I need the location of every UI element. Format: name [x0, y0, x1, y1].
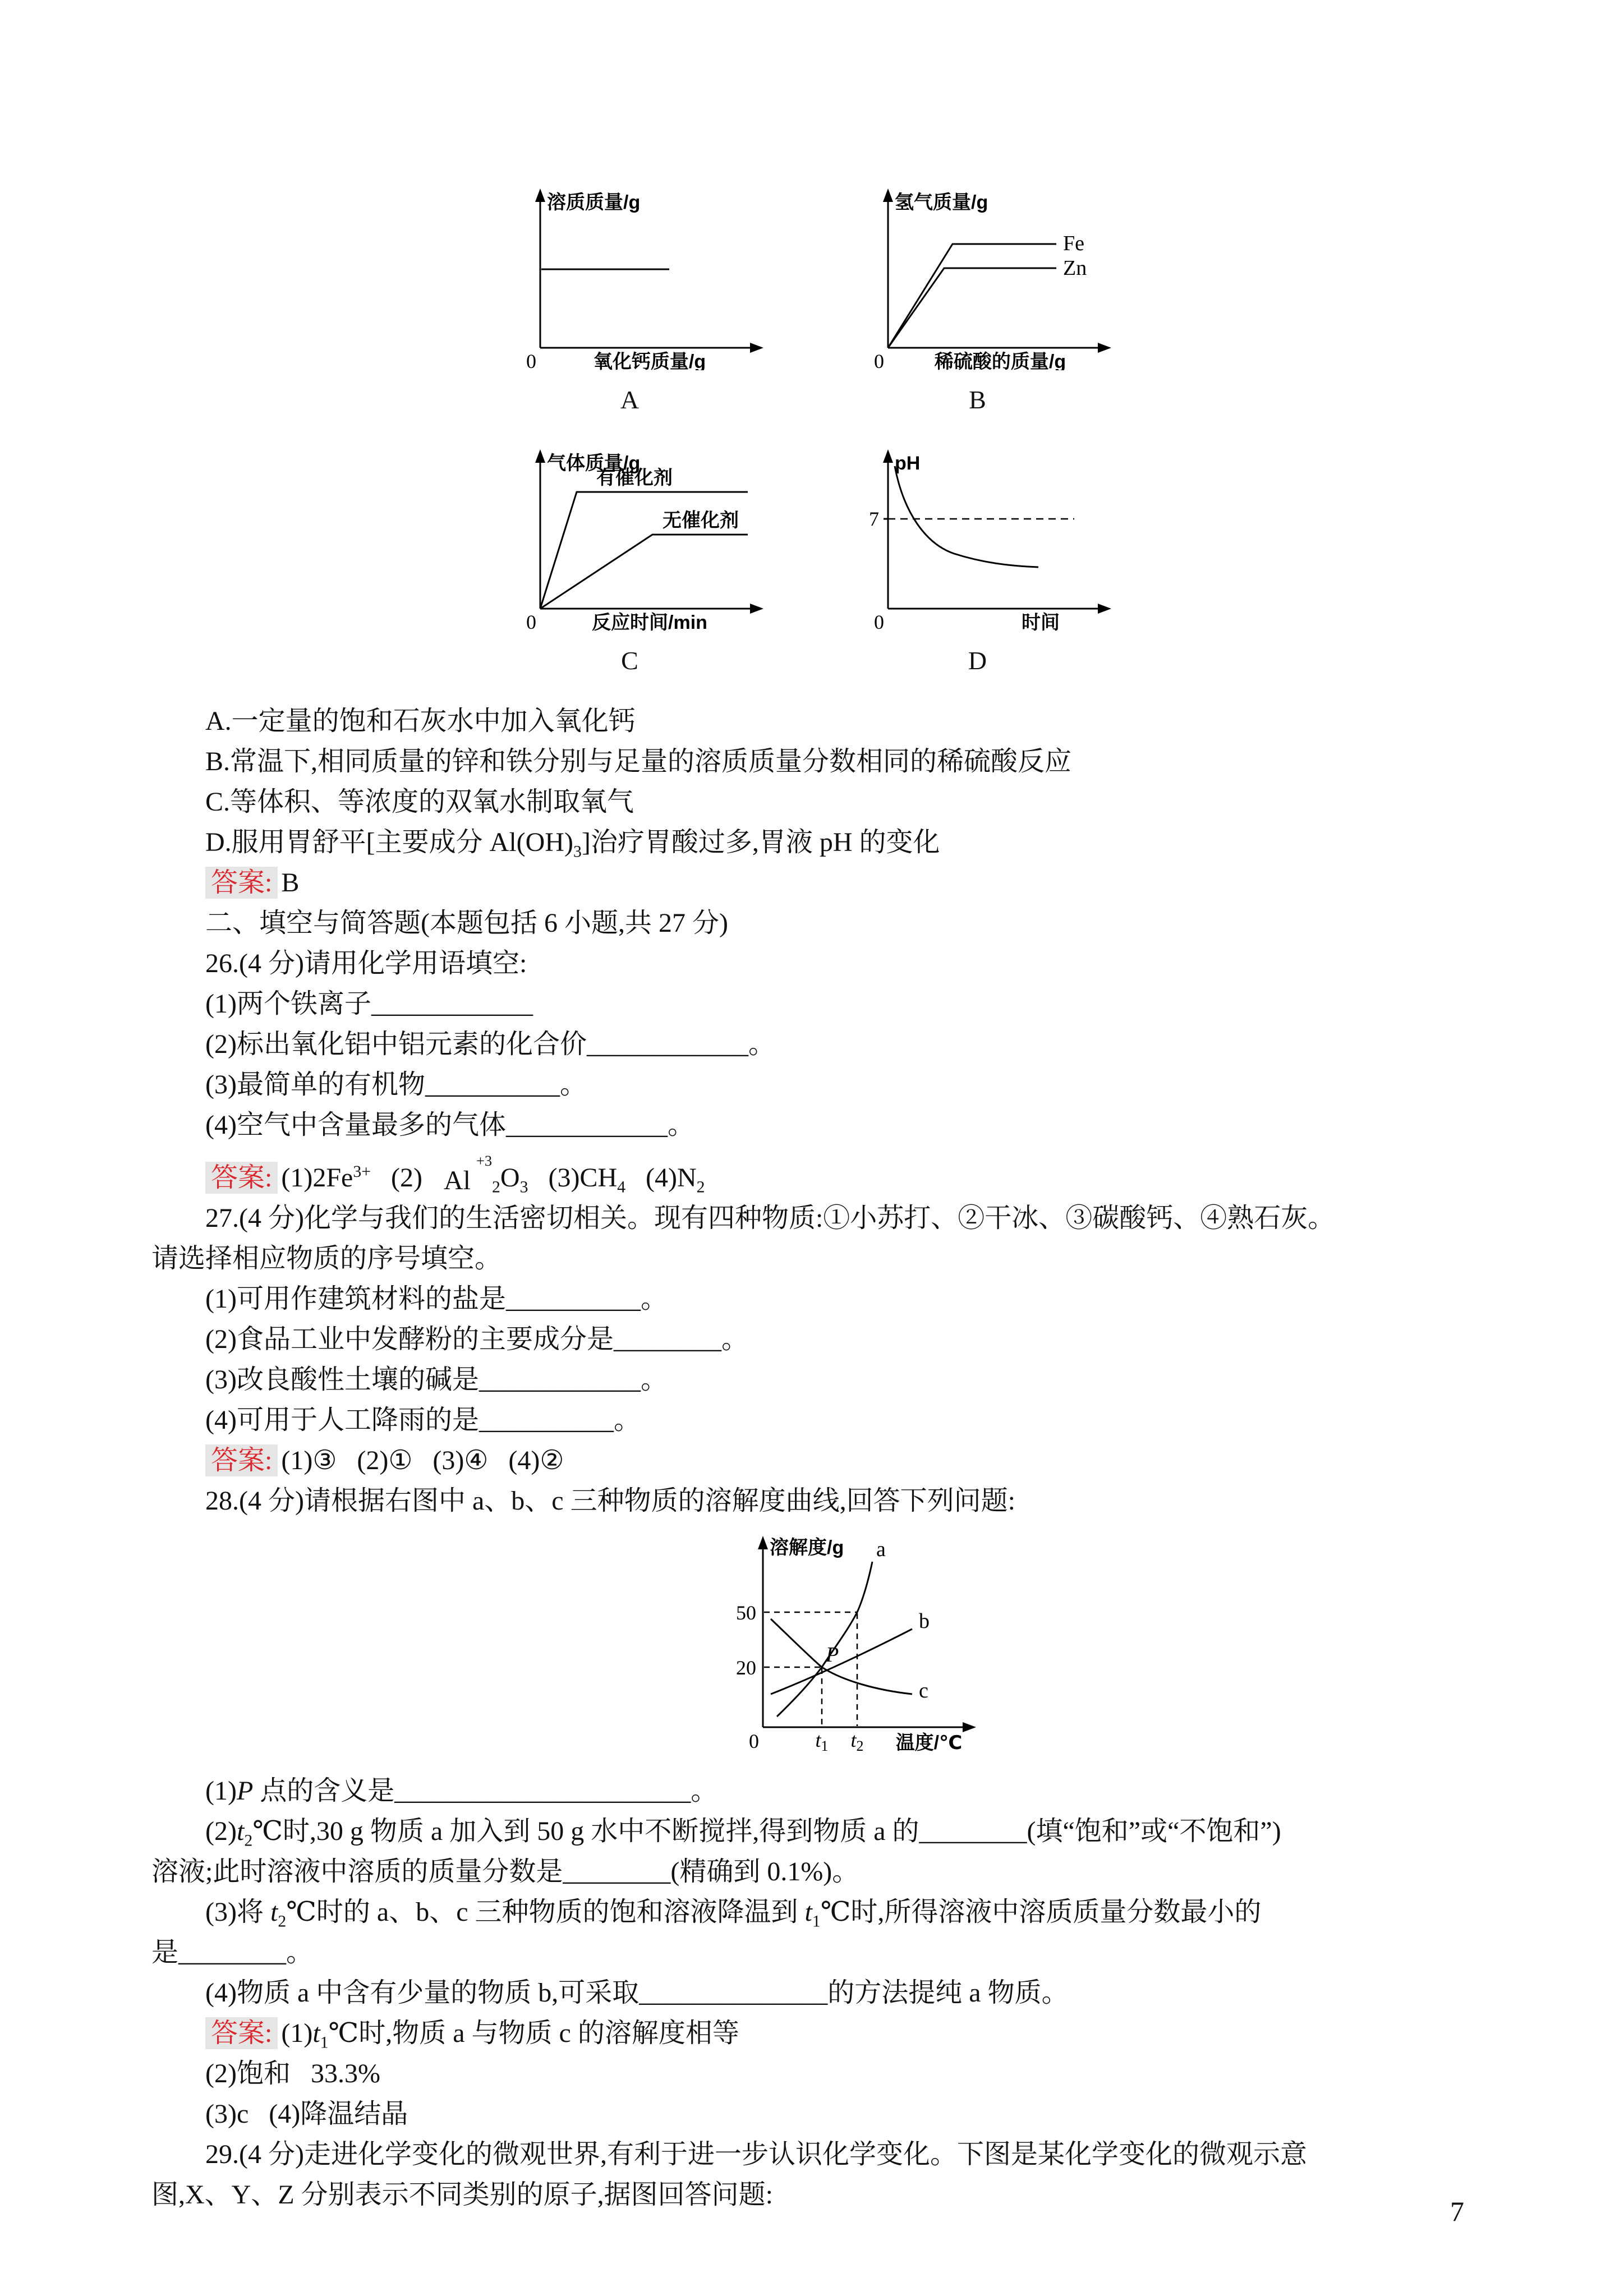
q28-answer-line-3: (3)c (4)降温结晶 [205, 2099, 408, 2129]
q28-item-1: (1)P 点的含义是______________________。 [205, 1775, 718, 1806]
x-axis-arrow-icon [750, 343, 763, 353]
figure-d-ylabel: pH [894, 453, 920, 474]
series-nocatalyst-line [540, 535, 748, 609]
figure-a-xlabel: 氧化钙质量/g [593, 351, 706, 370]
figure-d-letter: D [968, 646, 987, 675]
point-p-label: P [826, 1642, 839, 1667]
q28-answer-value-1: $(1)t_1℃$时,物质 a 与物质 c 的溶解度相等 [281, 2018, 739, 2052]
figure-b [821, 180, 1135, 418]
figure-d-plot [832, 440, 1124, 631]
y-axis-arrow-icon [883, 188, 893, 202]
q27-answer-value: (1)③ (2)① (3)④ (4)② [281, 1445, 564, 1475]
page-number: 7 [1450, 2196, 1464, 2227]
answer-label: 答案: [205, 1444, 278, 1476]
figure-b-ylabel: 氢气质量/g [894, 192, 988, 213]
q29-stem: 29.(4 分)走进化学变化的微观世界,有利于进一步认识化学变化。下图是某化学变化的微观示意 图,X、Y、Z 分别表示不同类别的原子,据图回答问题: [151, 2139, 1307, 2210]
figure-a-plot [484, 180, 776, 370]
xtick-t1: t1 [815, 1728, 829, 1752]
figure-c-series1-label: 有催化剂 [596, 467, 673, 489]
figure-a-letter: A [620, 385, 640, 414]
q28-answer-line-1 [151, 2013, 1456, 2054]
q26-item-2: (2)标出氧化铝中铝元素的化合价____________。 [205, 1029, 775, 1059]
q26-answer-line [151, 1145, 1456, 1198]
answer-label: 答案: [205, 1162, 278, 1194]
figure-b-series2-label: Zn [1062, 256, 1087, 280]
q28-answer-line-2: (2)饱和 33.3% [205, 2058, 380, 2088]
figure-d-origin: 0 [873, 611, 884, 631]
q25-answer-value: B [281, 868, 300, 898]
x-axis-arrow-icon [1098, 604, 1111, 614]
figure-a-origin: 0 [526, 350, 536, 370]
x-axis-arrow-icon [963, 1722, 976, 1732]
x-axis-arrow-icon [1098, 343, 1111, 353]
x-axis-arrow-icon [750, 604, 763, 614]
solubility-origin: 0 [749, 1729, 759, 1752]
ytick-20: 20 [736, 1656, 756, 1679]
figure-c-plot [484, 440, 776, 631]
figure-grid [151, 180, 1456, 679]
q26-answer-value: $(1)2Fe^{3+}$ (2) +3 Al $_2O_3$ $(3)CH_4$ $(4)N_2$ [281, 1152, 705, 1197]
figure-b-series1-label: Fe [1062, 232, 1084, 255]
figure-c-ylabel: 气体质量/g [546, 453, 640, 474]
figure-d-ytick7: 7 [868, 508, 879, 530]
y-axis-arrow-icon [883, 449, 893, 463]
solubility-xlabel: 温度/℃ [895, 1732, 963, 1752]
q28-stem: 28.(4 分)请根据右图中 a、b、c 三种物质的溶解度曲线,回答下列问题: [205, 1485, 1015, 1516]
y-axis-arrow-icon [535, 449, 545, 463]
q28-item-4: (4)物质 a 中含有少量的物质 b,可采取______________的方法提纯 a 物质。 [205, 1977, 1069, 2008]
series-fe-line [888, 244, 1056, 348]
figure-d [821, 440, 1135, 679]
curve-b-label: b [919, 1609, 930, 1633]
q25-option-d: D.服用胃舒平[主要成分 $Al(OH)_3$]治疗胃酸过多,胃液 pH 的变化 [205, 827, 940, 861]
figure-a-ylabel: 溶质质量/g [546, 192, 640, 213]
q25-option-a: A.一定量的饱和石灰水中加入氧化钙 [205, 706, 636, 736]
figure-c-origin: 0 [526, 611, 536, 631]
figure-c [473, 440, 787, 679]
figure-c-xlabel: 反应时间/min [591, 612, 707, 631]
q27-item-2: (2)食品工业中发酵粉的主要成分是________。 [205, 1324, 748, 1354]
curve-a-label: a [876, 1537, 886, 1561]
xtick-t2: t2 [850, 1728, 864, 1752]
q28-item-3: (3)将 $t_2℃$时的 a、b、c 三种物质的饱和溶液降温到 $t_1℃$时,所得溶液中溶质质量分数最小的 是________。 [151, 1897, 1262, 1967]
solubility-figure [712, 1528, 1456, 1764]
solubility-ylabel: 溶解度/g [770, 1536, 844, 1558]
figure-c-letter: C [621, 646, 638, 675]
q27-answer-line [151, 1441, 1456, 1481]
q25-option-c: C.等体积、等浓度的双氧水制取氧气 [205, 787, 634, 817]
figure-b-xlabel: 稀硫酸的质量/g [934, 351, 1066, 370]
curve-c-label: c [919, 1678, 928, 1703]
y-axis-arrow-icon [758, 1536, 768, 1549]
q28-item-2: $(2)t_2℃$时,30 g 物质 a 加入到 50 g 水中不断搅拌,得到物质 a 的________(填“饱和”或“不饱和”) 溶液;此时溶液中溶质的质量分数是________(精确到 0.1%)。 [151, 1816, 1281, 1887]
answer-label: 答案: [205, 867, 278, 899]
q26-item-1: (1)两个铁离子____________ [205, 989, 533, 1019]
figure-a [473, 180, 787, 418]
q25-answer-line [151, 863, 1456, 903]
y-axis-arrow-icon [535, 188, 545, 202]
section2-heading: 二、填空与简答题(本题包括 6 小题,共 27 分) [205, 908, 728, 938]
figure-b-letter: B [969, 385, 986, 414]
figure-b-origin: 0 [873, 350, 884, 370]
figure-c-series2-label: 无催化剂 [662, 510, 739, 531]
ytick-50: 50 [736, 1601, 756, 1624]
figure-d-xlabel: 时间 [1021, 612, 1060, 631]
figure-b-plot [832, 180, 1124, 370]
q26-item-3: (3)最简单的有机物__________。 [205, 1070, 587, 1099]
curve-c [771, 1619, 912, 1694]
answer-label: 答案: [205, 2017, 278, 2049]
q27-item-4: (4)可用于人工降雨的是__________。 [205, 1405, 641, 1435]
q27-stem: 27.(4 分)化学与我们的生活密切相关。现有四种物质:①小苏打、②干冰、③碳酸钙、④熟石灰。 请选择相应物质的序号填空。 [151, 1203, 1335, 1273]
solubility-plot [712, 1528, 982, 1752]
q26-stem: 26.(4 分)请用化学用语填空: [205, 949, 527, 978]
q27-item-1: (1)可用作建筑材料的盐是__________。 [205, 1283, 668, 1314]
ph-curve [895, 466, 1038, 567]
q27-item-3: (3)改良酸性土壤的碱是____________。 [205, 1364, 668, 1395]
q26-item-4: (4)空气中含量最多的气体____________。 [205, 1110, 694, 1140]
q25-option-b: B.常温下,相同质量的锌和铁分别与足量的溶质质量分数相同的稀硫酸反应 [205, 747, 1072, 776]
